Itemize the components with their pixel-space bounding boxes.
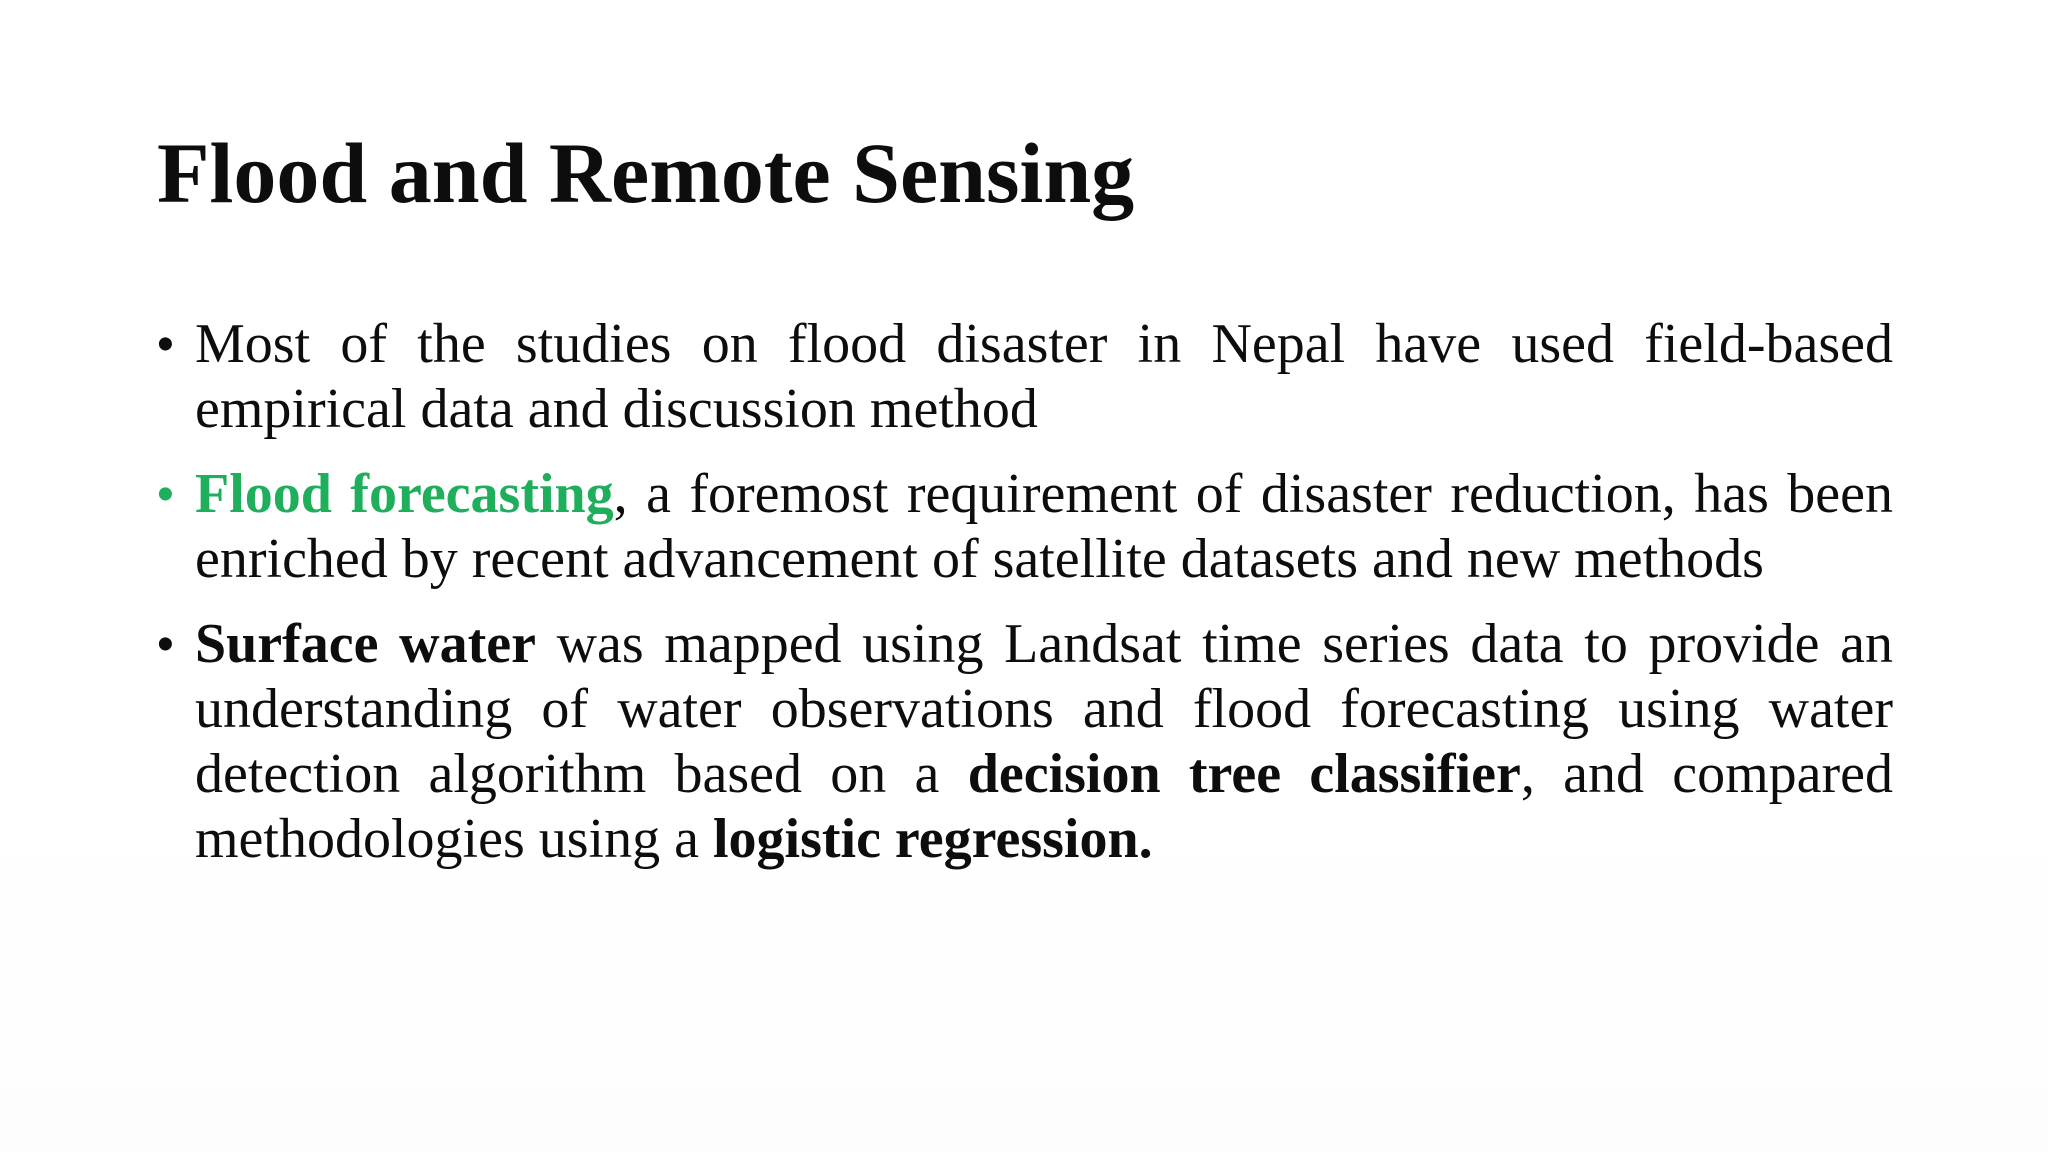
- bullet-list: [157, 312, 1893, 892]
- highlight-flood-forecasting: Flood forecasting: [195, 463, 614, 525]
- bold-surface-water: Surface water: [195, 613, 536, 675]
- bullet-text: , and compared methodologies using a: [195, 743, 1893, 870]
- bullet-text: Most of the studies on flood disaster in Nepal have used field-based empirical data and discussion method: [195, 313, 1893, 440]
- bold-decision-tree-classifier: decision tree classifier: [967, 743, 1521, 805]
- bold-logistic-regression: logistic regression.: [712, 808, 1153, 870]
- bullet-item-3: [157, 612, 1893, 872]
- bullet-text: was mapped using Landsat time series data to provide an understanding of water observations and flood forecasting using water detection algorithm based on a: [195, 613, 1893, 805]
- bullet-marker: •: [157, 618, 174, 671]
- bullet-text: , a foremost requirement of disaster reduction, has been enriched by recent advancement of satellite datasets and new methods: [195, 463, 1893, 590]
- bullet-item-2: [157, 462, 1893, 592]
- bullet-marker: •: [157, 468, 174, 521]
- slide-title: Flood and Remote Sensing: [157, 125, 1135, 221]
- bullet-marker: •: [157, 318, 174, 371]
- bullet-item-1: [157, 312, 1893, 442]
